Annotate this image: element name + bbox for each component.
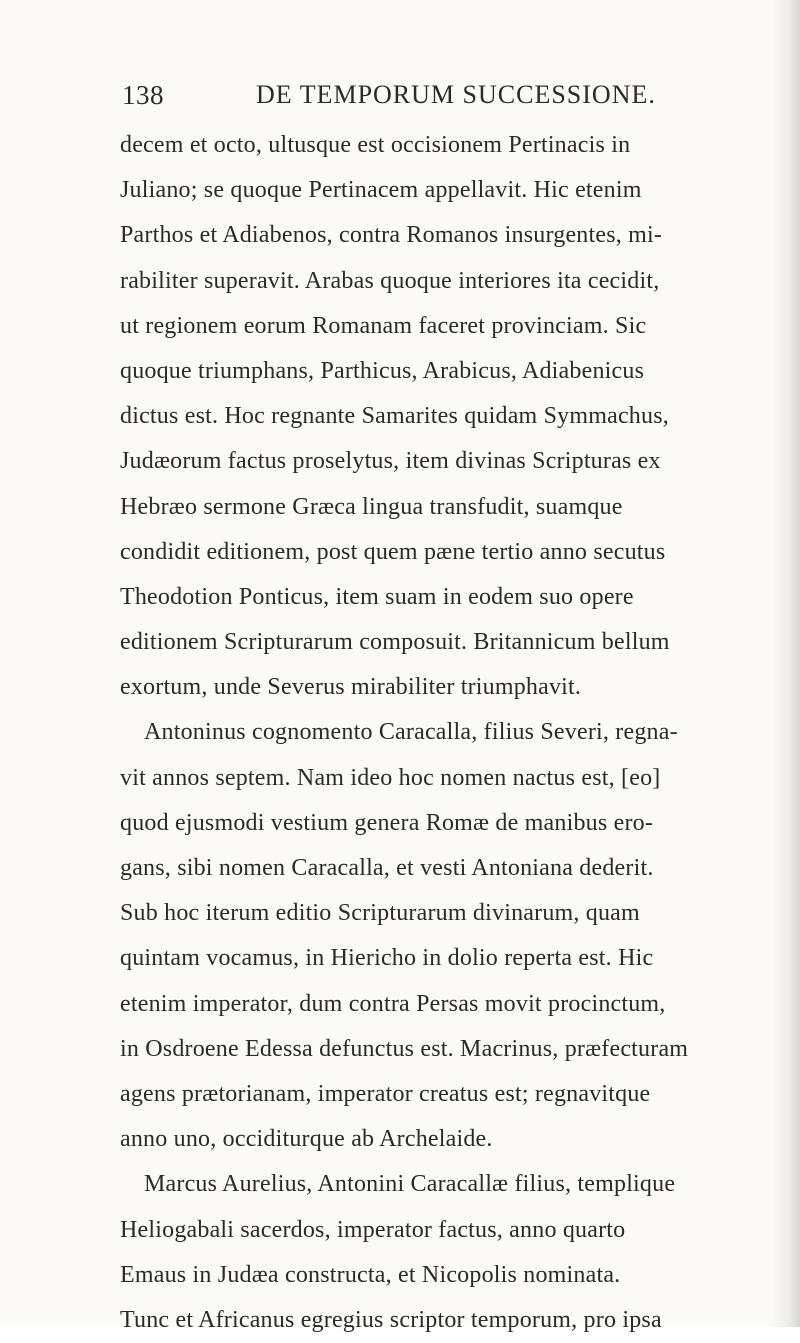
text-line: dictus est. Hoc regnante Samarites quidam Symmachus, [120, 403, 669, 430]
text-line: Theodotion Ponticus, item suam in eodem suo opere [120, 583, 634, 610]
text-line: Judæorum factus proselytus, item divinas Scripturas ex [120, 448, 661, 475]
page-edge-shadow [772, 0, 800, 1327]
text-line: Emaus in Judæa constructa, et Nicopolis nominata. [120, 1261, 621, 1288]
text-line: exortum, unde Severus mirabiliter triumphavit. [120, 674, 582, 701]
text-line: Hebræo sermone Græca lingua transfudit, suamque [120, 493, 623, 520]
text-line: quod ejusmodi vestium genera Romæ de manibus ero- [120, 809, 654, 836]
text-line: editionem Scripturarum composuit. Britannicum bellum [120, 629, 670, 656]
text-line: gans, sibi nomen Caracalla, et vesti Antoniana dederit. [120, 855, 654, 881]
running-title: DE TEMPORUM SUCCESSIONE. [256, 80, 656, 109]
text-line: condidit editionem, post quem pæne tertio anno secutus [120, 538, 666, 565]
text-line: Tunc et Africanus egregius scriptor temporum, pro ipsa [120, 1306, 662, 1333]
text-line: Parthos et Adiabenos, contra Romanos insurgentes, mi- [120, 222, 663, 249]
text-line: rabiliter superavit. Arabas quoque interiores ita cecidit, [120, 267, 660, 294]
text-line: etenim imperator, dum contra Persas movit procinctum, [120, 990, 666, 1017]
text-line: Sub hoc iterum editio Scripturarum divinarum, quam [120, 900, 640, 927]
paragraph-start-line: Antoninus cognomento Caracalla, filius Severi, regna- [144, 719, 678, 746]
text-line: anno uno, occiditurque ab Archelaide. [120, 1126, 493, 1153]
page-number: 138 [122, 80, 164, 110]
page-header [122, 80, 742, 120]
text-line: quintam vocamus, in Hiericho in dolio reperta est. Hic [120, 945, 654, 972]
text-line: in Osdroene Edessa defunctus est. Macrinus, præfecturam [120, 1035, 689, 1062]
body-text [120, 123, 760, 1343]
text-line: ut regionem eorum Romanam faceret provinciam. Sic [120, 312, 647, 339]
text-line: Juliano; se quoque Pertinacem appellavit. Hic etenim [120, 177, 642, 204]
text-line: vit annos septem. Nam ideo hoc nomen nactus est, [eo] [120, 764, 661, 791]
text-line: agens prætorianam, imperator creatus est; regnavitque [120, 1080, 651, 1107]
paragraph-start-line: Marcus Aurelius, Antonini Caracallæ filius, templique [144, 1171, 676, 1198]
text-line: quoque triumphans, Parthicus, Arabicus, Adiabenicus [120, 357, 645, 384]
text-line: decem et octo, ultusque est occisionem Pertinacis in [120, 132, 631, 158]
text-line: Heliogabali sacerdos, imperator factus, anno quarto [120, 1216, 626, 1243]
